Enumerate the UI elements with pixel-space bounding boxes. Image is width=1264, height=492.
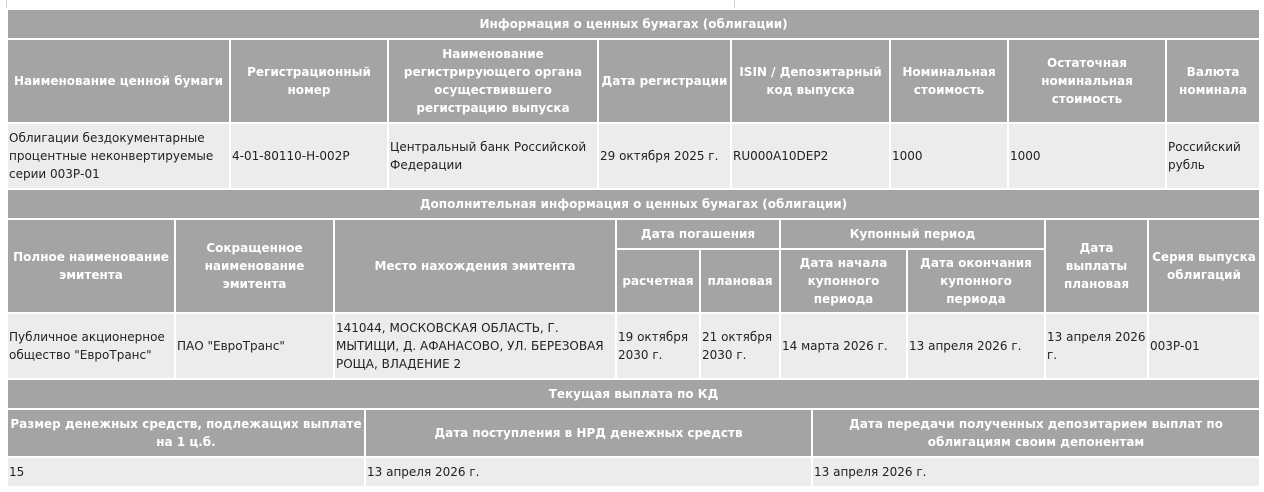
header-residual-nominal: Остаточная номинальная стоимость: [1008, 39, 1166, 123]
cell-maturity-plan: 21 октября 2030 г.: [700, 313, 780, 379]
header-coupon-end: Дата окончания купонного периода: [907, 249, 1045, 313]
cell-currency: Российский рубль: [1166, 123, 1260, 189]
header-maturity-group: Дата погашения: [616, 219, 780, 249]
header-maturity-plan: плановая: [700, 249, 780, 313]
header-transfer-date: Дата передачи полученных депозитарием выплат по облигациям своим депонентам: [812, 409, 1260, 457]
cell-coupon-end: 13 апреля 2026 г.: [907, 313, 1045, 379]
header-maturity-calc: расчетная: [616, 249, 700, 313]
additional-title: Дополнительная информация о ценных бумагах (облигации): [7, 189, 1260, 219]
cell-nominal: 1000: [890, 123, 1008, 189]
header-security-name: Наименование ценной бумаги: [7, 39, 230, 123]
cell-coupon-start: 14 марта 2026 г.: [780, 313, 907, 379]
header-reg-date: Дата регистрации: [598, 39, 731, 123]
header-reg-authority: Наименование регистрирующего органа осуществившего регистрацию выпуска: [388, 39, 598, 123]
header-coupon-start: Дата начала купонного периода: [780, 249, 907, 313]
header-full-name: Полное наименование эмитента: [7, 219, 175, 313]
cell-transfer-date: 13 апреля 2026 г.: [812, 457, 1260, 487]
securities-title: Информация о ценных бумагах (облигации): [7, 9, 1260, 39]
header-reg-number: Регистрационный номер: [230, 39, 388, 123]
header-nrd-date: Дата поступления в НРД денежных средств: [365, 409, 812, 457]
cell-location: 141044, МОСКОВСКАЯ ОБЛАСТЬ, Г. МЫТИЩИ, Д. АФАНАСОВО, УЛ. БЕРЕЗОВАЯ РОЩА, ВЛАДЕНИЕ 2: [334, 313, 616, 379]
cell-nrd-date: 13 апреля 2026 г.: [365, 457, 812, 487]
cell-reg-date: 29 октября 2025 г.: [598, 123, 731, 189]
header-short-name: Сокращенное наименование эмитента: [175, 219, 334, 313]
current-payment-table: [6, 378, 1261, 488]
cell-security-name: Облигации бездокументарные процентные неконвертируемые серии 003Р-01: [7, 123, 230, 189]
cell-payment-plan: 13 апреля 2026 г.: [1045, 313, 1148, 379]
header-series: Серия выпуска облигаций: [1148, 219, 1260, 313]
table-row: [7, 457, 1260, 487]
additional-table: [6, 188, 1261, 380]
cell-residual-nominal: 1000: [1008, 123, 1166, 189]
header-isin: ISIN / Депозитарный код выпуска: [731, 39, 890, 123]
header-location: Место нахождения эмитента: [334, 219, 616, 313]
header-payment-amount: Размер денежных средств, подлежащих выплате на 1 ц.б.: [7, 409, 365, 457]
cell-reg-number: 4-01-80110-H-002P: [230, 123, 388, 189]
current-payment-title: Текущая выплата по КД: [7, 379, 1260, 409]
cell-full-name: Публичное акционерное общество "ЕвроТранс": [7, 313, 175, 379]
securities-table: [6, 8, 1261, 190]
cell-payment-amount: 15: [7, 457, 365, 487]
cell-maturity-calc: 19 октября 2030 г.: [616, 313, 700, 379]
cell-short-name: ПАО "ЕвроТранс": [175, 313, 334, 379]
table-row: [7, 123, 1260, 189]
cell-reg-authority: Центральный банк Российской Федерации: [388, 123, 598, 189]
header-coupon-group: Купонный период: [780, 219, 1045, 249]
header-nominal: Номинальная стоимость: [890, 39, 1008, 123]
cell-isin: RU000A10DEP2: [731, 123, 890, 189]
header-payment-plan: Дата выплаты плановая: [1045, 219, 1148, 313]
cell-series: 003Р-01: [1148, 313, 1260, 379]
top-frame: [6, 0, 1259, 8]
header-currency: Валюта номинала: [1166, 39, 1260, 123]
table-row: [7, 313, 1260, 379]
